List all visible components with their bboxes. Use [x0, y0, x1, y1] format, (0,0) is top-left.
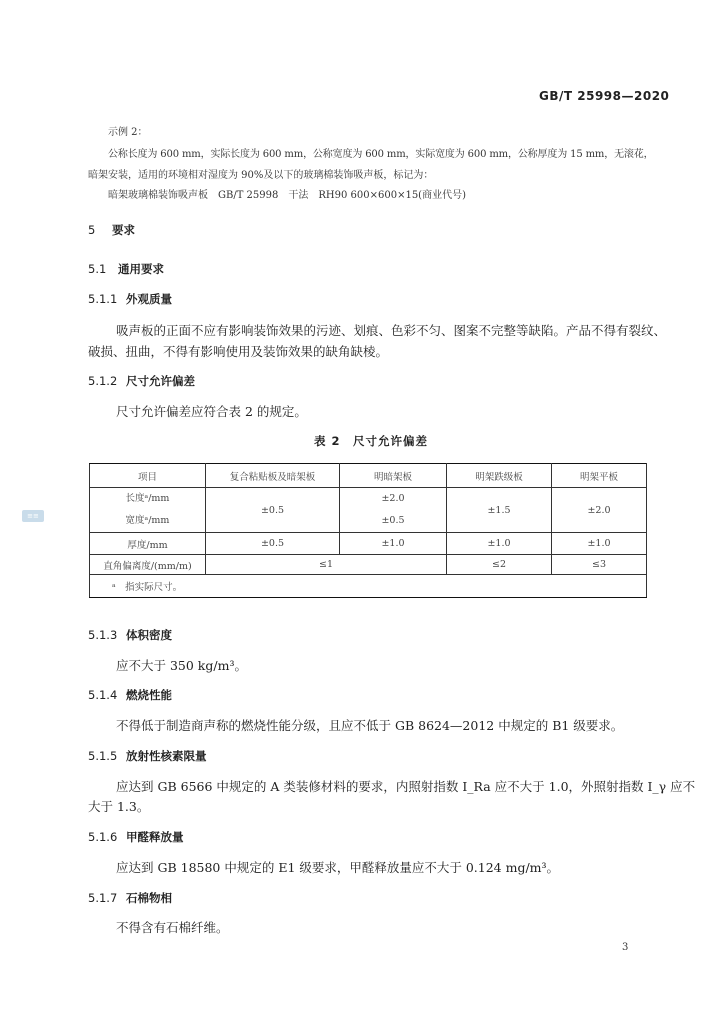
table-cell: ±0.5 [206, 488, 340, 533]
radioactivity-text-2: 大于 1.3。 [88, 799, 150, 814]
page-number: 3 [622, 942, 629, 953]
density-text: 应不大于 350 kg/m³。 [116, 658, 247, 673]
section-title: 放射性核素限量 [126, 749, 207, 763]
standard-code: GB/T 25998—2020 [539, 89, 670, 103]
section-5-1-3-heading [88, 627, 172, 643]
header-mingan: 明暗架板 [340, 464, 447, 488]
table-cell: ±1.0 [340, 533, 447, 555]
example-marking: 暗架玻璃棉装饰吸声板 GB/T 25998 干法 RH90 600×600×15(商业代号) [108, 190, 466, 201]
table-cell: ≤3 [552, 555, 647, 575]
table-cell: ±0.5 [206, 533, 340, 555]
tolerance-text: 尺寸允许偏差应符合表 2 的规定。 [116, 404, 307, 419]
appearance-text-1: 吸声板的正面不应有影响装饰效果的污迹、划痕、色彩不匀、图案不完整等缺陷。产品不得有裂纹、 [116, 323, 667, 338]
section-5-heading [88, 222, 135, 238]
section-title: 尺寸允许偏差 [126, 374, 195, 388]
asbestos-text: 不得含有石棉纤维。 [116, 920, 229, 935]
section-title: 外观质量 [126, 292, 172, 306]
table-footnote-row [90, 575, 647, 598]
section-title: 体积密度 [126, 628, 172, 642]
section-5-1-1-heading [88, 291, 172, 307]
table-cell: ±0.5 [381, 515, 405, 526]
table-row [90, 533, 647, 555]
table-row [90, 555, 647, 575]
formaldehyde-text: 应达到 GB 18580 中规定的 E1 级要求，甲醛释放量应不大于 0.124 mg/m³。 [116, 860, 560, 875]
section-5-1-2-heading [88, 373, 195, 389]
section-number: 5.1.7 [88, 891, 118, 905]
width-label: 宽度ᵃ/mm [125, 515, 170, 526]
table-cell: ≤2 [447, 555, 552, 575]
section-number: 5 [88, 223, 96, 237]
table-cell: ≤1 [206, 555, 447, 575]
table-cell: ±1.0 [447, 533, 552, 555]
section-number: 5.1.5 [88, 749, 118, 763]
section-number: 5.1.4 [88, 688, 118, 702]
section-5-1-4-heading [88, 687, 172, 703]
section-5-1-5-heading [88, 748, 207, 764]
appearance-text-2: 破损、扭曲，不得有影响使用及装饰效果的缺角缺棱。 [88, 344, 389, 359]
section-number: 5.1 [88, 262, 107, 276]
table-row [90, 488, 647, 533]
section-5-1-heading [88, 261, 164, 277]
example-title: 示例 2： [108, 127, 148, 138]
thickness-label: 厚度/mm [90, 533, 206, 555]
diagonal-label: 直角偏离度/(mm/m) [90, 555, 206, 575]
example-line-1: 公称长度为 600 mm，实际长度为 600 mm，公称宽度为 600 mm，实际宽度为 600 mm，公称厚度为 15 mm，无滚花， [108, 149, 654, 160]
table-footnote: ᵃ 指实际尺寸。 [90, 575, 647, 598]
section-number: 5.1.2 [88, 374, 118, 388]
table-cell: ±1.5 [447, 488, 552, 533]
section-5-1-7-heading [88, 890, 172, 906]
table-cell: ±1.0 [552, 533, 647, 555]
section-title: 通用要求 [118, 262, 164, 276]
section-number: 5.1.1 [88, 292, 118, 306]
section-5-1-6-heading [88, 829, 184, 845]
table-caption: 表 2 尺寸允许偏差 [314, 434, 429, 448]
header-composite: 复合粘贴板及暗架板 [206, 464, 340, 488]
header-pingban: 明架平板 [552, 464, 647, 488]
fire-text: 不得低于制造商声称的燃烧性能分级，且应不低于 GB 8624—2012 中规定的 B1 级要求。 [116, 718, 624, 733]
length-label: 长度ᵃ/mm [125, 493, 170, 504]
table-cell: ±2.0 [552, 488, 647, 533]
table-cell: ±2.0 [381, 493, 405, 504]
header-item: 项目 [90, 464, 206, 488]
watermark-logo: ≡≡ [22, 510, 44, 522]
section-number: 5.1.3 [88, 628, 118, 642]
section-number: 5.1.6 [88, 830, 118, 844]
mingan-lw-cell [340, 488, 447, 533]
header-diaoji: 明架跌级板 [447, 464, 552, 488]
length-width-label-cell [90, 488, 206, 533]
section-title: 甲醛释放量 [126, 830, 184, 844]
radioactivity-text-1: 应达到 GB 6566 中规定的 A 类装修材料的要求，内照射指数 I_Ra 应不大于 1.0，外照射指数 I_γ 应不 [116, 779, 696, 794]
example-line-2: 暗架安装，适用的环境相对湿度为 90%及以下的玻璃棉装饰吸声板，标记为： [88, 170, 434, 181]
section-title: 要求 [112, 223, 135, 237]
section-title: 燃烧性能 [126, 688, 172, 702]
tolerance-table [89, 463, 647, 598]
table-header-row [90, 464, 647, 488]
section-title: 石棉物相 [126, 891, 172, 905]
